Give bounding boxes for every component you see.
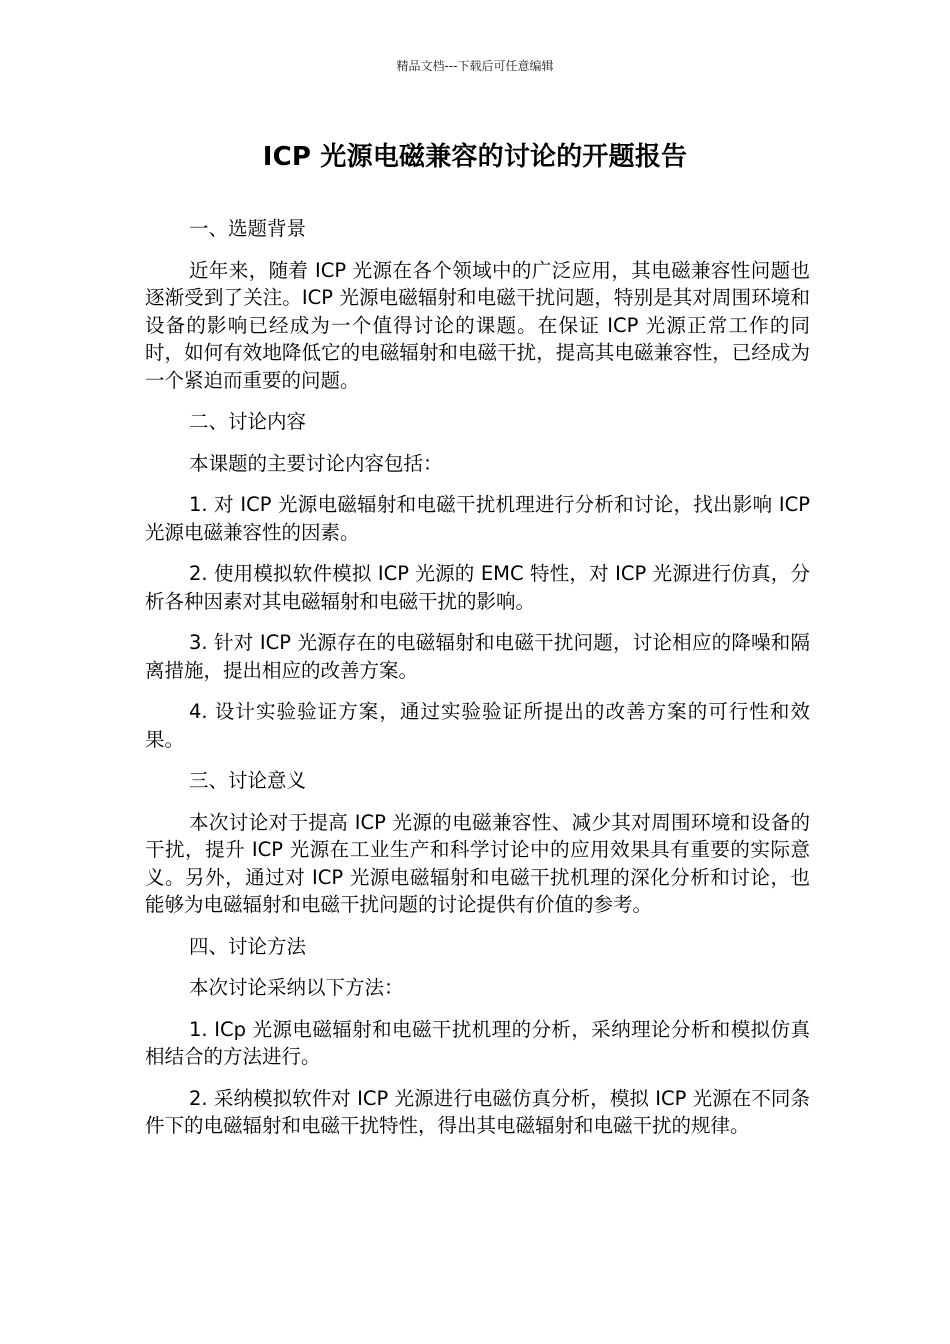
section-heading-significance: 三、讨论意义 — [189, 769, 307, 792]
list-item-content-1: 1. 对 ICP 光源电磁辐射和电磁干扰机理进行分析和讨论，找出影响 ICP 光源电磁兼容性的因素。 — [145, 493, 810, 544]
section-heading-methods: 四、讨论方法 — [189, 934, 307, 958]
paragraph-significance: 本次讨论对于提高 ICP 光源的电磁兼容性、减少其对周围环境和设备的干扰，提升 ICP 光源在工业生产和科学讨论中的应用效果具有重要的实际意义。另外，通过对 ICP 光源电磁辐射和电磁干扰机理的深化分析和讨论，也能够为电磁辐射和电磁干扰问题的讨论提供有价值的参考。 — [145, 810, 810, 916]
paragraph-background: 近年来，随着 ICP 光源在各个领域中的广泛应用，其电磁兼容性问题也逐渐受到了关注。ICP 光源电磁辐射和电磁干扰问题，特别是其对周围环境和设备的影响已经成为一个值得讨论的课题。在保证 ICP 光源正常工作的同时，如何有效地降低它的电磁辐射和电磁干扰，提高其电磁兼容性，已经成为一个紧迫而重要的问题。 — [145, 258, 810, 392]
section-heading-background: 一、选题背景 — [189, 217, 307, 240]
document-body — [145, 215, 810, 1154]
page-header: 精品文档---下载后可任意编辑 — [396, 59, 554, 73]
list-item-methods-1: 1. ICp 光源电磁辐射和电磁干扰机理的分析，采纳理论分析和模拟仿真相结合的方法进行。 — [145, 1017, 810, 1068]
list-item-content-2: 2. 使用模拟软件模拟 ICP 光源的 EMC 特性，对 ICP 光源进行仿真，分析各种因素对其电磁辐射和电磁干扰的影响。 — [145, 562, 810, 613]
list-item-content-4: 4. 设计实验验证方案，通过实验验证所提出的改善方案的可行性和效果。 — [145, 700, 810, 751]
section-heading-content: 二、讨论内容 — [189, 410, 307, 433]
list-item-content-3: 3. 针对 ICP 光源存在的电磁辐射和电磁干扰问题，讨论相应的降噪和隔离措施，提出相应的改善方案。 — [145, 631, 810, 682]
paragraph-methods-intro: 本次讨论采纳以下方法： — [189, 976, 404, 999]
paragraph-content-intro: 本课题的主要讨论内容包括： — [189, 451, 443, 475]
list-item-methods-2: 2. 采纳模拟软件对 ICP 光源进行电磁仿真分析，模拟 ICP 光源在不同条件下的电磁辐射和电磁干扰特性，得出其电磁辐射和电磁干扰的规律。 — [145, 1086, 810, 1137]
document-title: ICP 光源电磁兼容的讨论的开题报告 — [262, 142, 688, 172]
